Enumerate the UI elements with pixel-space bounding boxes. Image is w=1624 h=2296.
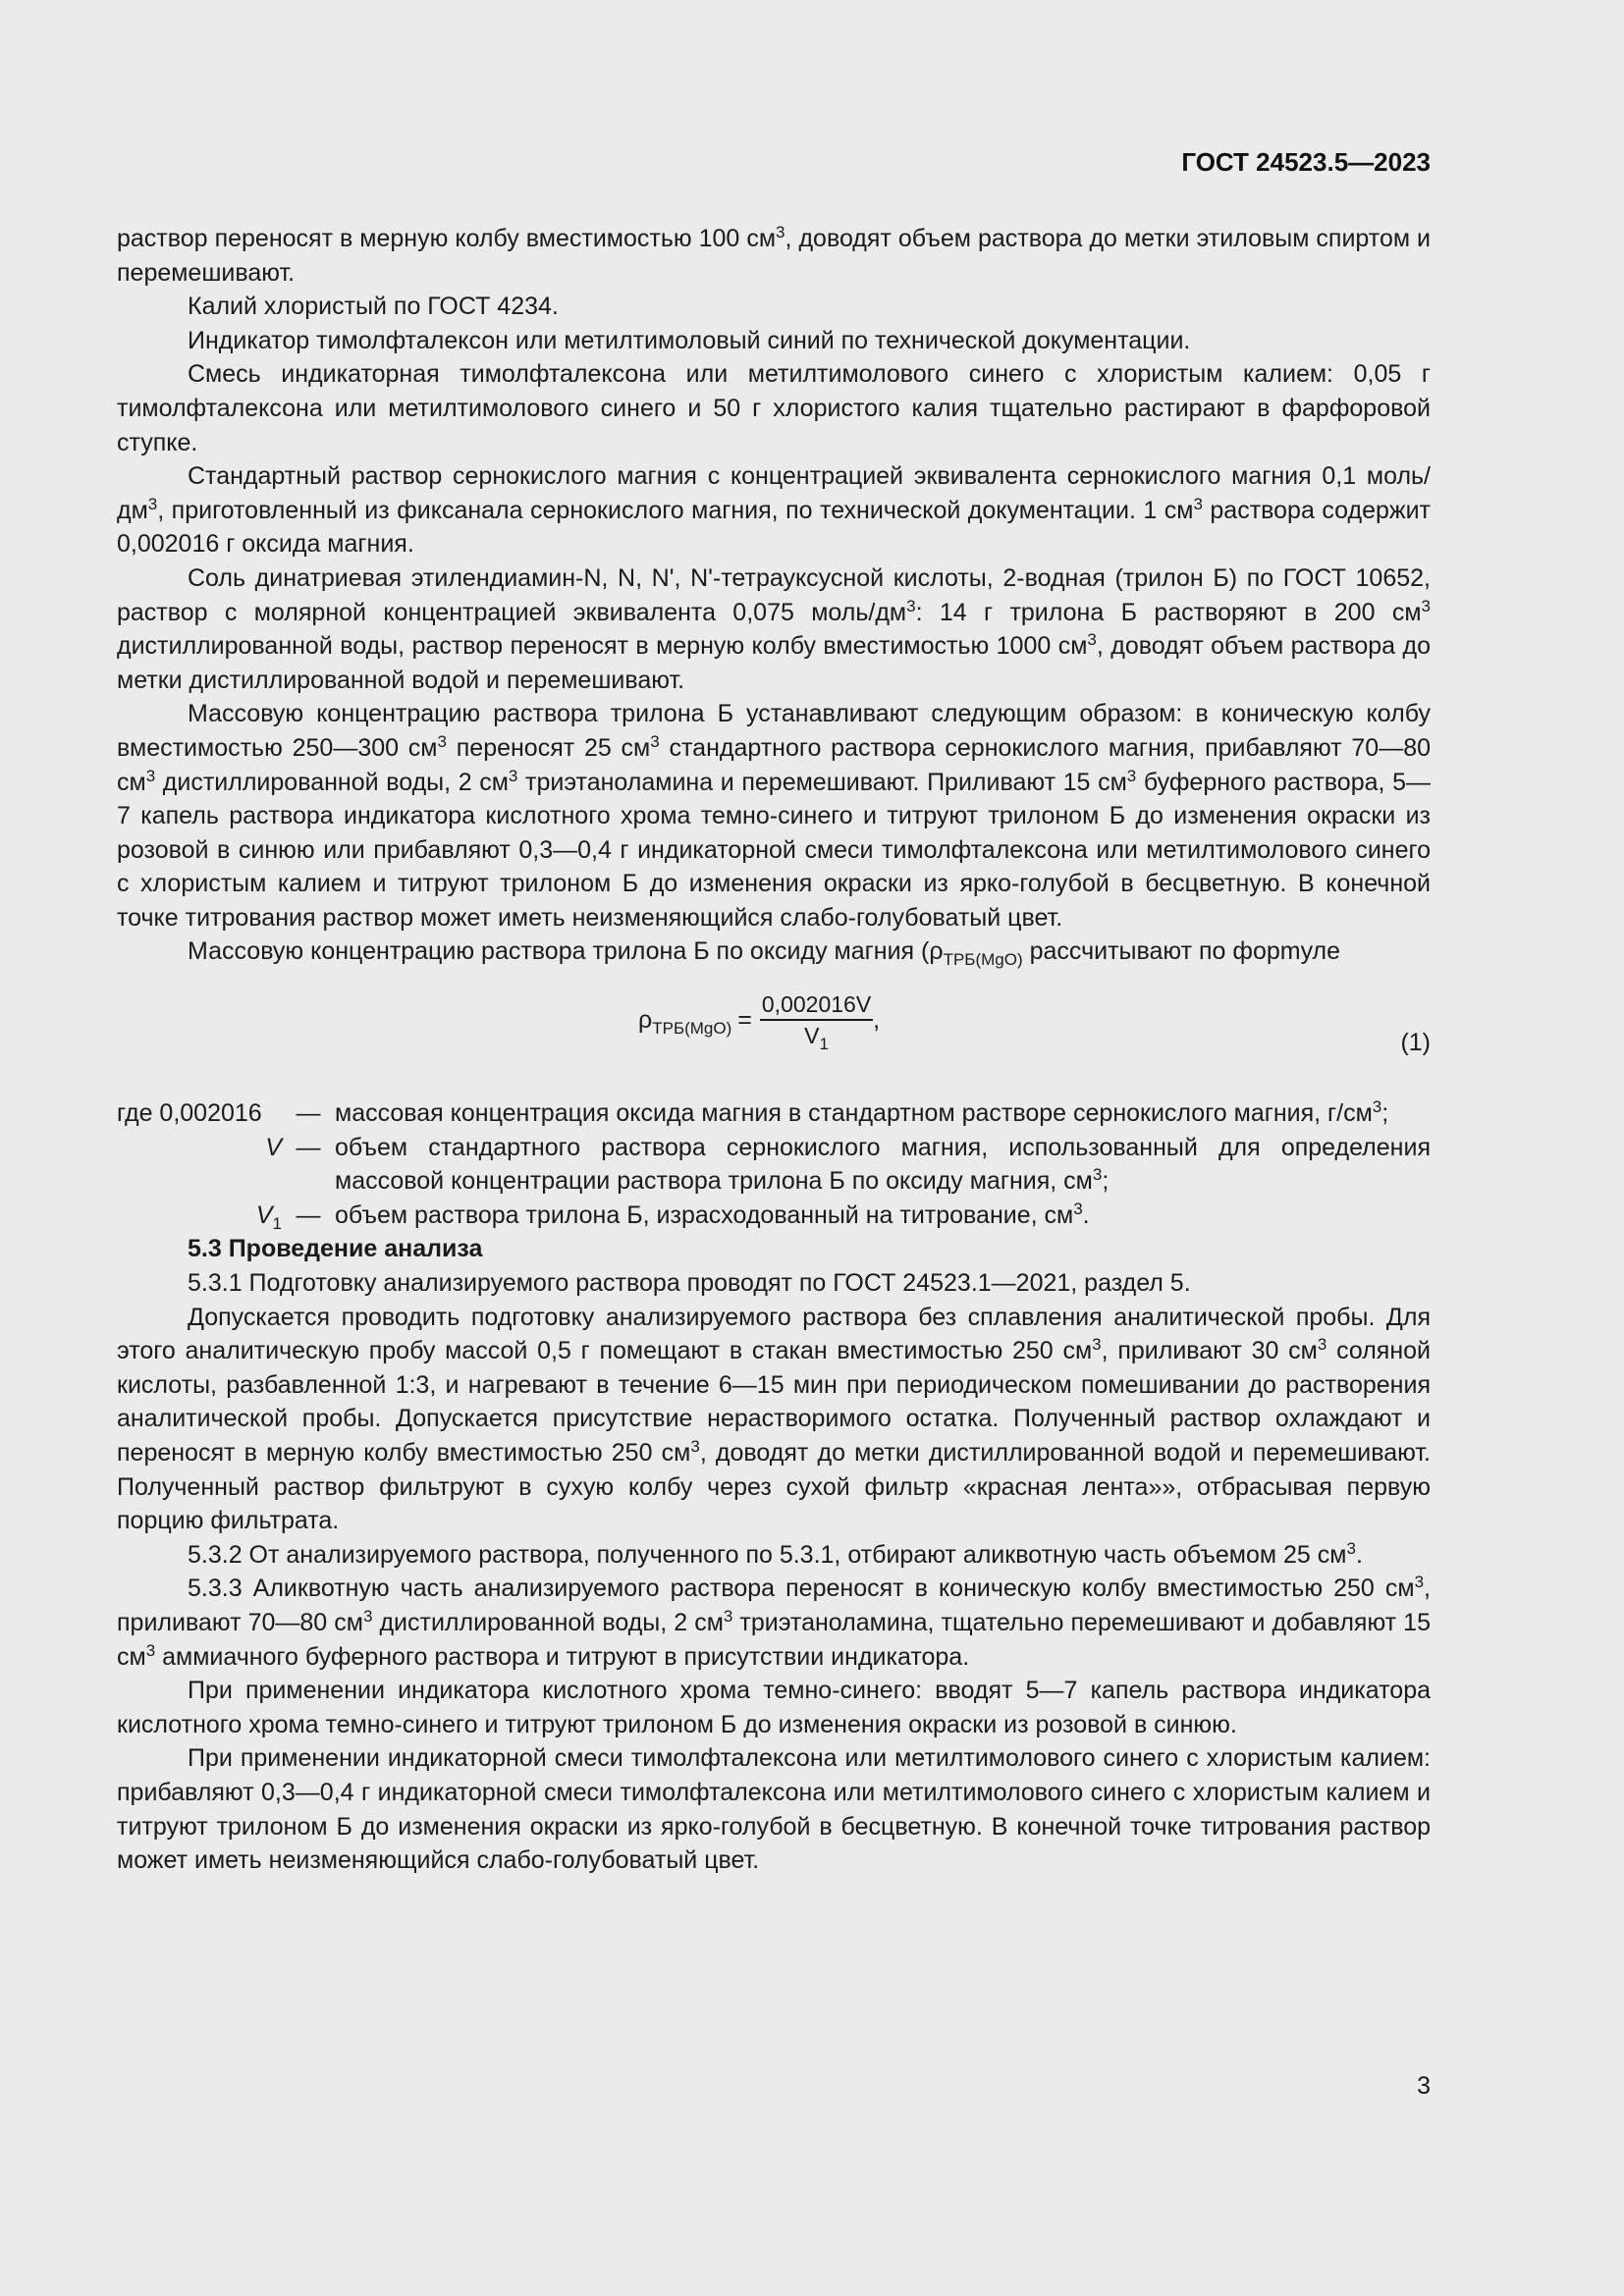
text-run: буферного раствора, 5—7 капель раствора индикатора кислотного хрома темно-синего и титруют трилоном Б до изменения окраски из розовой в синюю или прибавляют 0,3—0,4 г индикаторной смеси тимолфталексона или метилтимолового синего с хлористым калием и титруют трилоном Б до изменения окраски из ярко-голубой в бесцветную. В конечной точке титрования раствор может иметь неизменяющийся слабо-голубоватый цвет. [117,768,1431,932]
text-run: , доводят до метки дистиллированной водой и перемешивают. Полученный раствор фильтруют в сухую колбу через сухой фильтр «красная лента»», отбрасывая первую порцию фильтрата. [117,1439,1432,1535]
text-run: , приливают 30 см [1101,1337,1318,1365]
superscript: 3 [1073,1199,1083,1218]
superscript: 3 [906,596,916,615]
superscript: 3 [508,766,518,785]
text-run: Соль динатриевая этилендиамин-N, N, N', N'-тетрауксусной кислоты, 2-водная (трилон Б) по ГОСТ 10652, раствор с молярной концентрацией эквивалента 0,075 моль/дм [117,563,1431,626]
text-run: ; [1381,1099,1389,1128]
superscript: 3 [1126,766,1137,785]
definition-key [117,1096,282,1131]
text-run: массовая концентрация оксида магния в стандартном растворе сернокислого магния, г/см [335,1099,1373,1128]
formula-block [117,977,1431,1093]
definition-row [117,1096,1431,1131]
definition-dash: — [296,1201,321,1229]
formula-den-symbol: V [804,1023,820,1049]
text-run: дистиллированной воды, раствор переносят в мерную колбу вместимостью 1000 см [117,632,1088,661]
text-run: 5.3.3 Аликвотную часть анализируемого раствора переносят в коническую колбу вместимостью 250 см [188,1575,1415,1603]
superscript: 3 [1421,596,1431,615]
paragraphs-bottom [117,1266,1431,1878]
text-run: При применении индикаторной смеси тимолфталексона или метилтимолового синего с хлористым калием: прибавляют 0,3—0,4 г индикаторной смеси тимолфталексона или метилтимолового синего с хлористым калием и титруют трилоном Б до изменения окраски из ярко-голубой в бесцветную. В конечной точке титрования раствор может иметь неизменяющийся слабо-голубоватый цвет. [117,1744,1431,1875]
superscript: 3 [1092,1335,1102,1355]
formula-number: (1) [1400,1029,1431,1057]
text-run: При применении индикатора кислотного хрома темно-синего: вводят 5—7 капель раствора индикатора кислотного хрома темно-синего и титруют трилоном Б до изменения окраски из розовой в синюю. [117,1677,1431,1738]
text-run: , приливают 70—80 см [117,1575,1431,1636]
text-run: соляной кислоты, разбавленной 1:3, и нагревают в течение 6—15 мин при периодическом помешивании до растворения аналитической пробы. Допускается присутствие нерастворимого остатка. Полученный раствор охлаждают и переносят в мерную колбу вместимостью 250 см [117,1337,1431,1467]
definition-symbol: V [265,1133,282,1161]
text-run: раствор переносят в мерную колбу вместимостью 100 см [117,225,777,252]
text-run: Допускается проводить подготовку анализируемого раствора без сплавления аналитической пробы. Для этого аналитическую пробу массой 0,5 г помещают в стакан вместимостью 250 см [117,1303,1431,1365]
paragraph [117,1741,1431,1877]
superscript: 3 [362,1606,373,1626]
formula-trailing-comma: , [873,1006,881,1035]
paragraph [117,222,1431,290]
text-run: объем стандартного раствора сернокислого магния, использованный для определения массовой концентрации раствора трилона Б по оксиду магния, см [335,1133,1431,1196]
text-run: Индикатор тимолфталексон или метилтимоловый синий по технической документации. [188,326,1191,354]
superscript: 3 [776,223,785,241]
text-run: дистиллированной воды, 2 см [372,1608,724,1636]
text-run: ; [1102,1167,1110,1196]
paragraph [117,1301,1431,1538]
paragraph [117,1266,1431,1301]
text-run: рассчитывают по форmуле [1022,937,1341,966]
superscript: 3 [1372,1097,1382,1117]
superscript: 3 [145,766,156,785]
definition-row [117,1131,1431,1199]
paragraph [117,1674,1431,1741]
definition-key [117,1131,282,1165]
text-run: объем раствора трилона Б, израсходованный на титрование, см [335,1201,1074,1229]
text-run: Смесь индикаторная тимолфталексона или метилтимолового синего с хлористым калием: 0,05 г тимолфталексона или метилтимолового синего и 50 г хлористого калия тщательно растирают в фарфоровой ступке. [117,360,1431,456]
formula-fraction [760,990,873,1054]
subscript: ТРБ(MgO) [943,950,1023,970]
superscript: 3 [1317,1335,1327,1355]
text-run: 5.3.1 Подготовку анализируемого раствора проводят по ГОСТ 24523.1—2021, раздел 5. [188,1269,1191,1298]
formula-denominator [804,1021,829,1054]
superscript: 3 [1087,630,1097,650]
paragraphs-top [117,222,1431,969]
definition-symbol: V [255,1201,273,1229]
text-run: стандартного раствора сернокислого магния, прибавляют 70—80 см [117,733,1431,796]
superscript: 3 [437,731,447,751]
paragraph [117,934,1431,969]
definition-key [117,1199,282,1233]
text-run: триэтаноламина, тщательно перемешивают и добавляют 15 см [117,1608,1431,1671]
text-run: дистиллированной воды, 2 см [155,768,509,796]
superscript: 3 [650,731,660,751]
superscript: 3 [1346,1538,1356,1558]
definition-symbol: где 0,002016 [117,1099,262,1128]
text-run: . [1082,1201,1090,1229]
paragraph [117,324,1431,358]
text-run: 5.3.2 От анализируемого раствора, полученного по 5.3.1, отбирают аликвотную часть объемом 25 см [188,1540,1347,1569]
document-header: ГОСТ 24523.5—2023 [1181,147,1431,177]
superscript: 3 [723,1606,733,1626]
definition-symbol-sub: 1 [272,1213,282,1233]
definition-text [335,1199,1431,1233]
document-body [117,222,1431,1878]
text-run: триэтаноламина и перемешивают. Приливают 15 см [517,768,1127,796]
text-run: : 14 г трилона Б растворяют в 200 см [915,598,1422,626]
formula-numerator: 0,002016V [760,990,873,1021]
definition-text [335,1131,1431,1199]
paragraph [117,290,1431,324]
formula-lhs-symbol: ρ [638,1006,653,1035]
formula-equals: = [737,1006,752,1035]
definition-dash: — [296,1133,321,1161]
formula [638,990,881,1054]
paragraph [117,1538,1431,1573]
superscript: 3 [1193,494,1203,513]
superscript: 3 [690,1437,700,1456]
formula-den-sub: 1 [819,1035,829,1054]
text-run: . [1355,1540,1363,1569]
paragraph [117,561,1431,697]
paragraph [117,1572,1431,1674]
definitions-list [117,1096,1431,1232]
text-run: аммиачного буферного раствора и титруют в присутствии индикатора. [155,1642,970,1671]
paragraph [117,697,1431,934]
text-run: , приготовленный из фиксанала сернокислого магния, по технической документации. 1 см [157,496,1194,524]
formula-lhs-sub: ТРБ(MgO) [652,1019,732,1039]
text-run: Массовую концентрацию раствора трилона Б по оксиду магния (ρ [188,937,944,966]
superscript: 3 [1414,1573,1425,1592]
text-run: переносят 25 см [446,733,651,762]
definition-row [117,1199,1431,1233]
text-run: , доводят объем раствора до метки этиловым спиртом и перемешивают. [117,225,1431,287]
superscript: 3 [1092,1165,1103,1185]
text-run: , доводят объем раствора до метки дистиллированной водой и перемешивают. [117,632,1431,694]
paragraph [117,357,1431,459]
superscript: 3 [147,494,158,513]
definition-dash: — [296,1099,321,1128]
page-number: 3 [1417,2072,1431,2100]
superscript: 3 [145,1640,156,1660]
section-title: 5.3 Проведение анализа [188,1235,483,1263]
paragraph [117,459,1431,561]
text-run: Массовую концентрацию раствора трилона Б устанавливают следующим образом: в коническую колбу вместимостью 250—300 см [117,700,1431,762]
text-run: Стандартный раствор сернокислого магния с концентрацией эквивалента сернокислого магния 0,1 моль/дм [117,462,1431,524]
definition-text [335,1096,1431,1131]
text-run: Калий хлористый по ГОСТ 4234. [188,293,559,321]
formula-lhs [638,1003,731,1038]
text-run: раствора содержит 0,002016 г оксида магния. [117,496,1432,559]
